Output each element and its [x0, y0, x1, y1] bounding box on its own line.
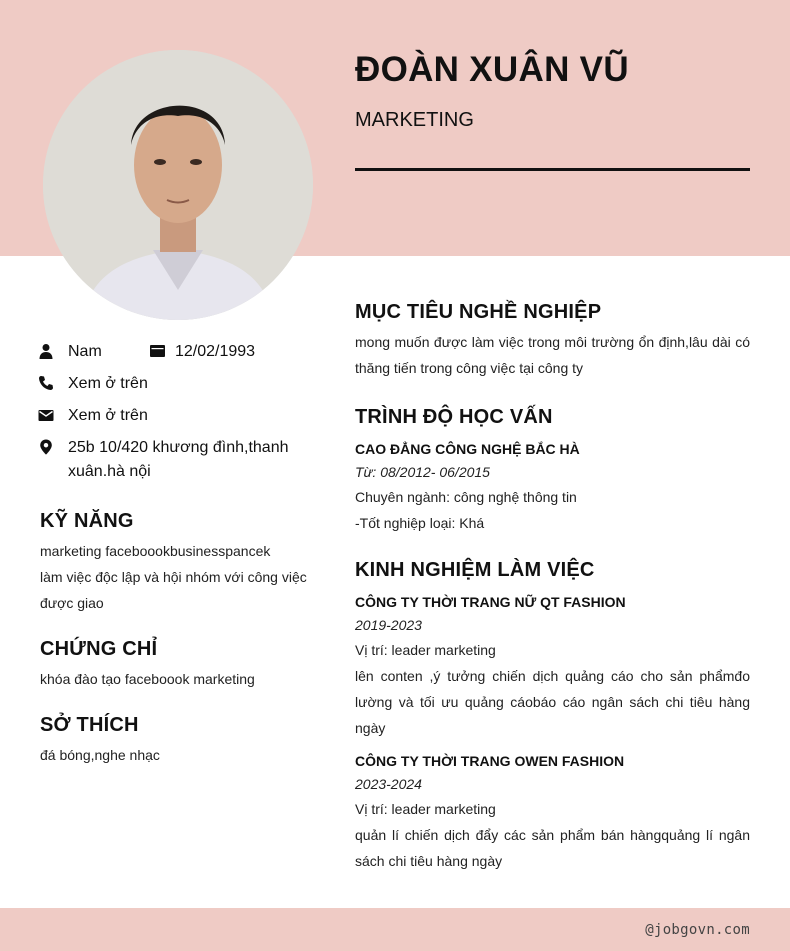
- certificates-list: [40, 666, 315, 692]
- hobbies-section: [40, 714, 315, 768]
- skills-heading: KỸ NĂNG: [40, 510, 134, 532]
- education-period: Từ: 08/2012- 06/2015: [355, 464, 490, 480]
- watermark: @jobgovn.com: [645, 922, 750, 938]
- contact-row-email: [38, 404, 318, 436]
- experience-item: [355, 591, 750, 741]
- hobbies-heading: SỞ THÍCH: [40, 714, 139, 736]
- experience-section: [355, 559, 750, 874]
- certificates-section: [40, 638, 315, 692]
- gender-value: Nam: [68, 343, 102, 360]
- contact-info: [38, 340, 318, 484]
- skills-section: [40, 510, 315, 616]
- school-name: CAO ĐẲNG CÔNG NGHỆ BẮC HÀ: [355, 441, 580, 457]
- mail-icon: [38, 404, 68, 423]
- job-position: Vị trí: leader marketing: [355, 801, 496, 817]
- certificates-heading: CHỨNG CHỈ: [40, 638, 158, 660]
- job-description: lên conten ,ý tưởng chiến dịch quảng cáo cho sản phẩmđo lường và tối ưu quảng cáobáo cáo ngân sách chi tiêu hàng ngày: [355, 668, 750, 736]
- experience-heading: KINH NGHIỆM LÀM VIỆC: [355, 559, 595, 581]
- job-description: quản lí chiến dịch đẩy các sản phẩm bán hàngquảng lí ngân sách chi tiêu hàng ngày: [355, 827, 750, 869]
- skills-list: [40, 538, 315, 616]
- company-name: CÔNG TY THỜI TRANG OWEN FASHION: [355, 753, 625, 769]
- company-name: CÔNG TY THỜI TRANG NỮ QT FASHION: [355, 594, 626, 610]
- phone-value: Xem ở trên: [68, 375, 148, 392]
- dob-value: 12/02/1993: [175, 343, 256, 360]
- address-value: 25b 10/420 khương đình,thanh xuân.hà nội: [68, 439, 289, 480]
- objective-text: mong muốn được làm việc trong môi trường ổn định,lâu dài có thăng tiến trong công việc tại công ty: [355, 334, 750, 376]
- avatar: [43, 50, 313, 320]
- avatar-photo: [43, 50, 313, 320]
- person-icon: [38, 340, 68, 359]
- phone-icon: [38, 372, 68, 391]
- education-heading: TRÌNH ĐỘ HỌC VẤN: [355, 406, 553, 428]
- objective-section: [355, 301, 750, 381]
- education-section: [355, 406, 750, 536]
- objective-heading: MỤC TIÊU NGHỀ NGHIỆP: [355, 301, 602, 323]
- location-pin-icon: [38, 436, 68, 455]
- candidate-name: ĐOÀN XUÂN VŨ: [355, 50, 629, 89]
- job-period: 2023-2024: [355, 776, 422, 792]
- hobby-item: đá bóng,nghe nhạc: [40, 747, 160, 763]
- contact-row-address: [38, 436, 318, 484]
- certificate-item: khóa đào tạo faceboook marketing: [40, 671, 255, 687]
- job-title: MARKETING: [355, 109, 474, 131]
- contact-row-phone: [38, 372, 318, 404]
- hobbies-list: [40, 742, 315, 768]
- header-divider: [355, 168, 750, 171]
- job-position: Vị trí: leader marketing: [355, 642, 496, 658]
- education-major: Chuyên ngành: công nghệ thông tin: [355, 489, 577, 505]
- contact-row-gender-dob: [38, 340, 318, 372]
- job-period: 2019-2023: [355, 617, 422, 633]
- experience-item: [355, 750, 750, 874]
- email-value: Xem ở trên: [68, 407, 148, 424]
- education-grade: -Tốt nghiệp loại: Khá: [355, 515, 485, 531]
- skill-item: marketing faceboookbusinesspancek: [40, 543, 271, 559]
- calendar-icon: [150, 340, 175, 358]
- skill-item: làm việc độc lập và hội nhóm với công việc được giao: [40, 569, 307, 611]
